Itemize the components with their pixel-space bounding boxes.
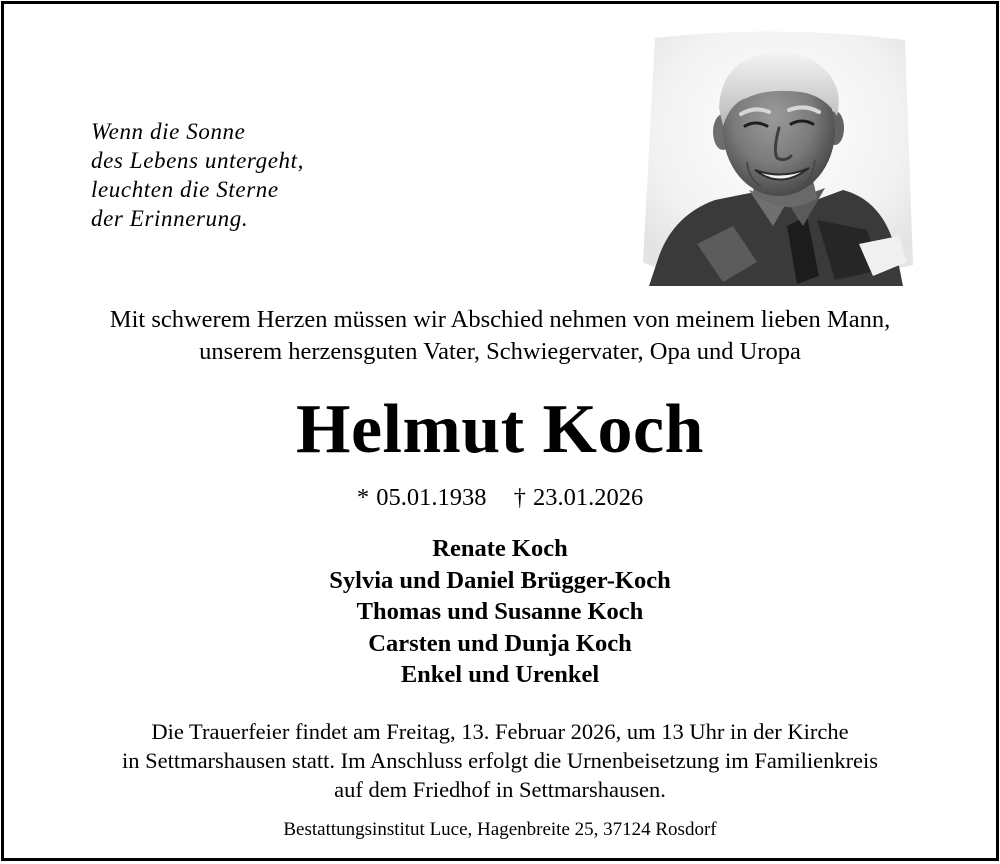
ceremony-info: [4, 717, 996, 804]
intro-text: [4, 304, 996, 368]
poem-line: Wenn die Sonne: [91, 119, 246, 144]
ceremony-line: auf dem Friedhof in Settmarshausen.: [334, 777, 666, 802]
undertaker-address: Bestattungsinstitut Luce, Hagenbreite 25, 37124 Rosdorf: [283, 819, 717, 840]
mourner-line: Sylvia und Daniel Brügger-Koch: [329, 566, 671, 594]
mourner-line: Thomas und Susanne Koch: [356, 598, 644, 625]
birth-date: * 05.01.1938: [356, 484, 487, 511]
mourners-list: [4, 533, 996, 691]
death-date: † 23.01.2026: [513, 484, 644, 511]
poem-line: des Lebens untergeht,: [91, 148, 304, 173]
intro-line: Mit schwerem Herzen müssen wir Abschied nehmen von meinem lieben Mann,: [109, 306, 891, 333]
intro-line: unserem herzensguten Vater, Schwiegervater, Opa und Uropa: [199, 338, 801, 365]
mourner-line: Enkel und Urenkel: [400, 661, 600, 688]
ceremony-line: Die Trauerfeier findet am Freitag, 13. Februar 2026, um 13 Uhr in der Kirche: [151, 719, 849, 744]
mourner-line: Carsten und Dunja Koch: [368, 629, 632, 657]
poem: [91, 117, 304, 233]
portrait-photo-icon: [637, 30, 917, 288]
obituary-card: [1, 1, 999, 861]
deceased-name: Helmut Koch: [296, 391, 704, 468]
ceremony-line: in Settmarshausen statt. Im Anschluss erfolgt die Urnenbeisetzung im Familienkreis: [121, 748, 879, 773]
poem-line: der Erinnerung.: [91, 206, 249, 231]
poem-line: leuchten die Sterne: [91, 177, 279, 202]
life-dates: [4, 482, 996, 514]
mourner-line: Renate Koch: [432, 535, 568, 562]
